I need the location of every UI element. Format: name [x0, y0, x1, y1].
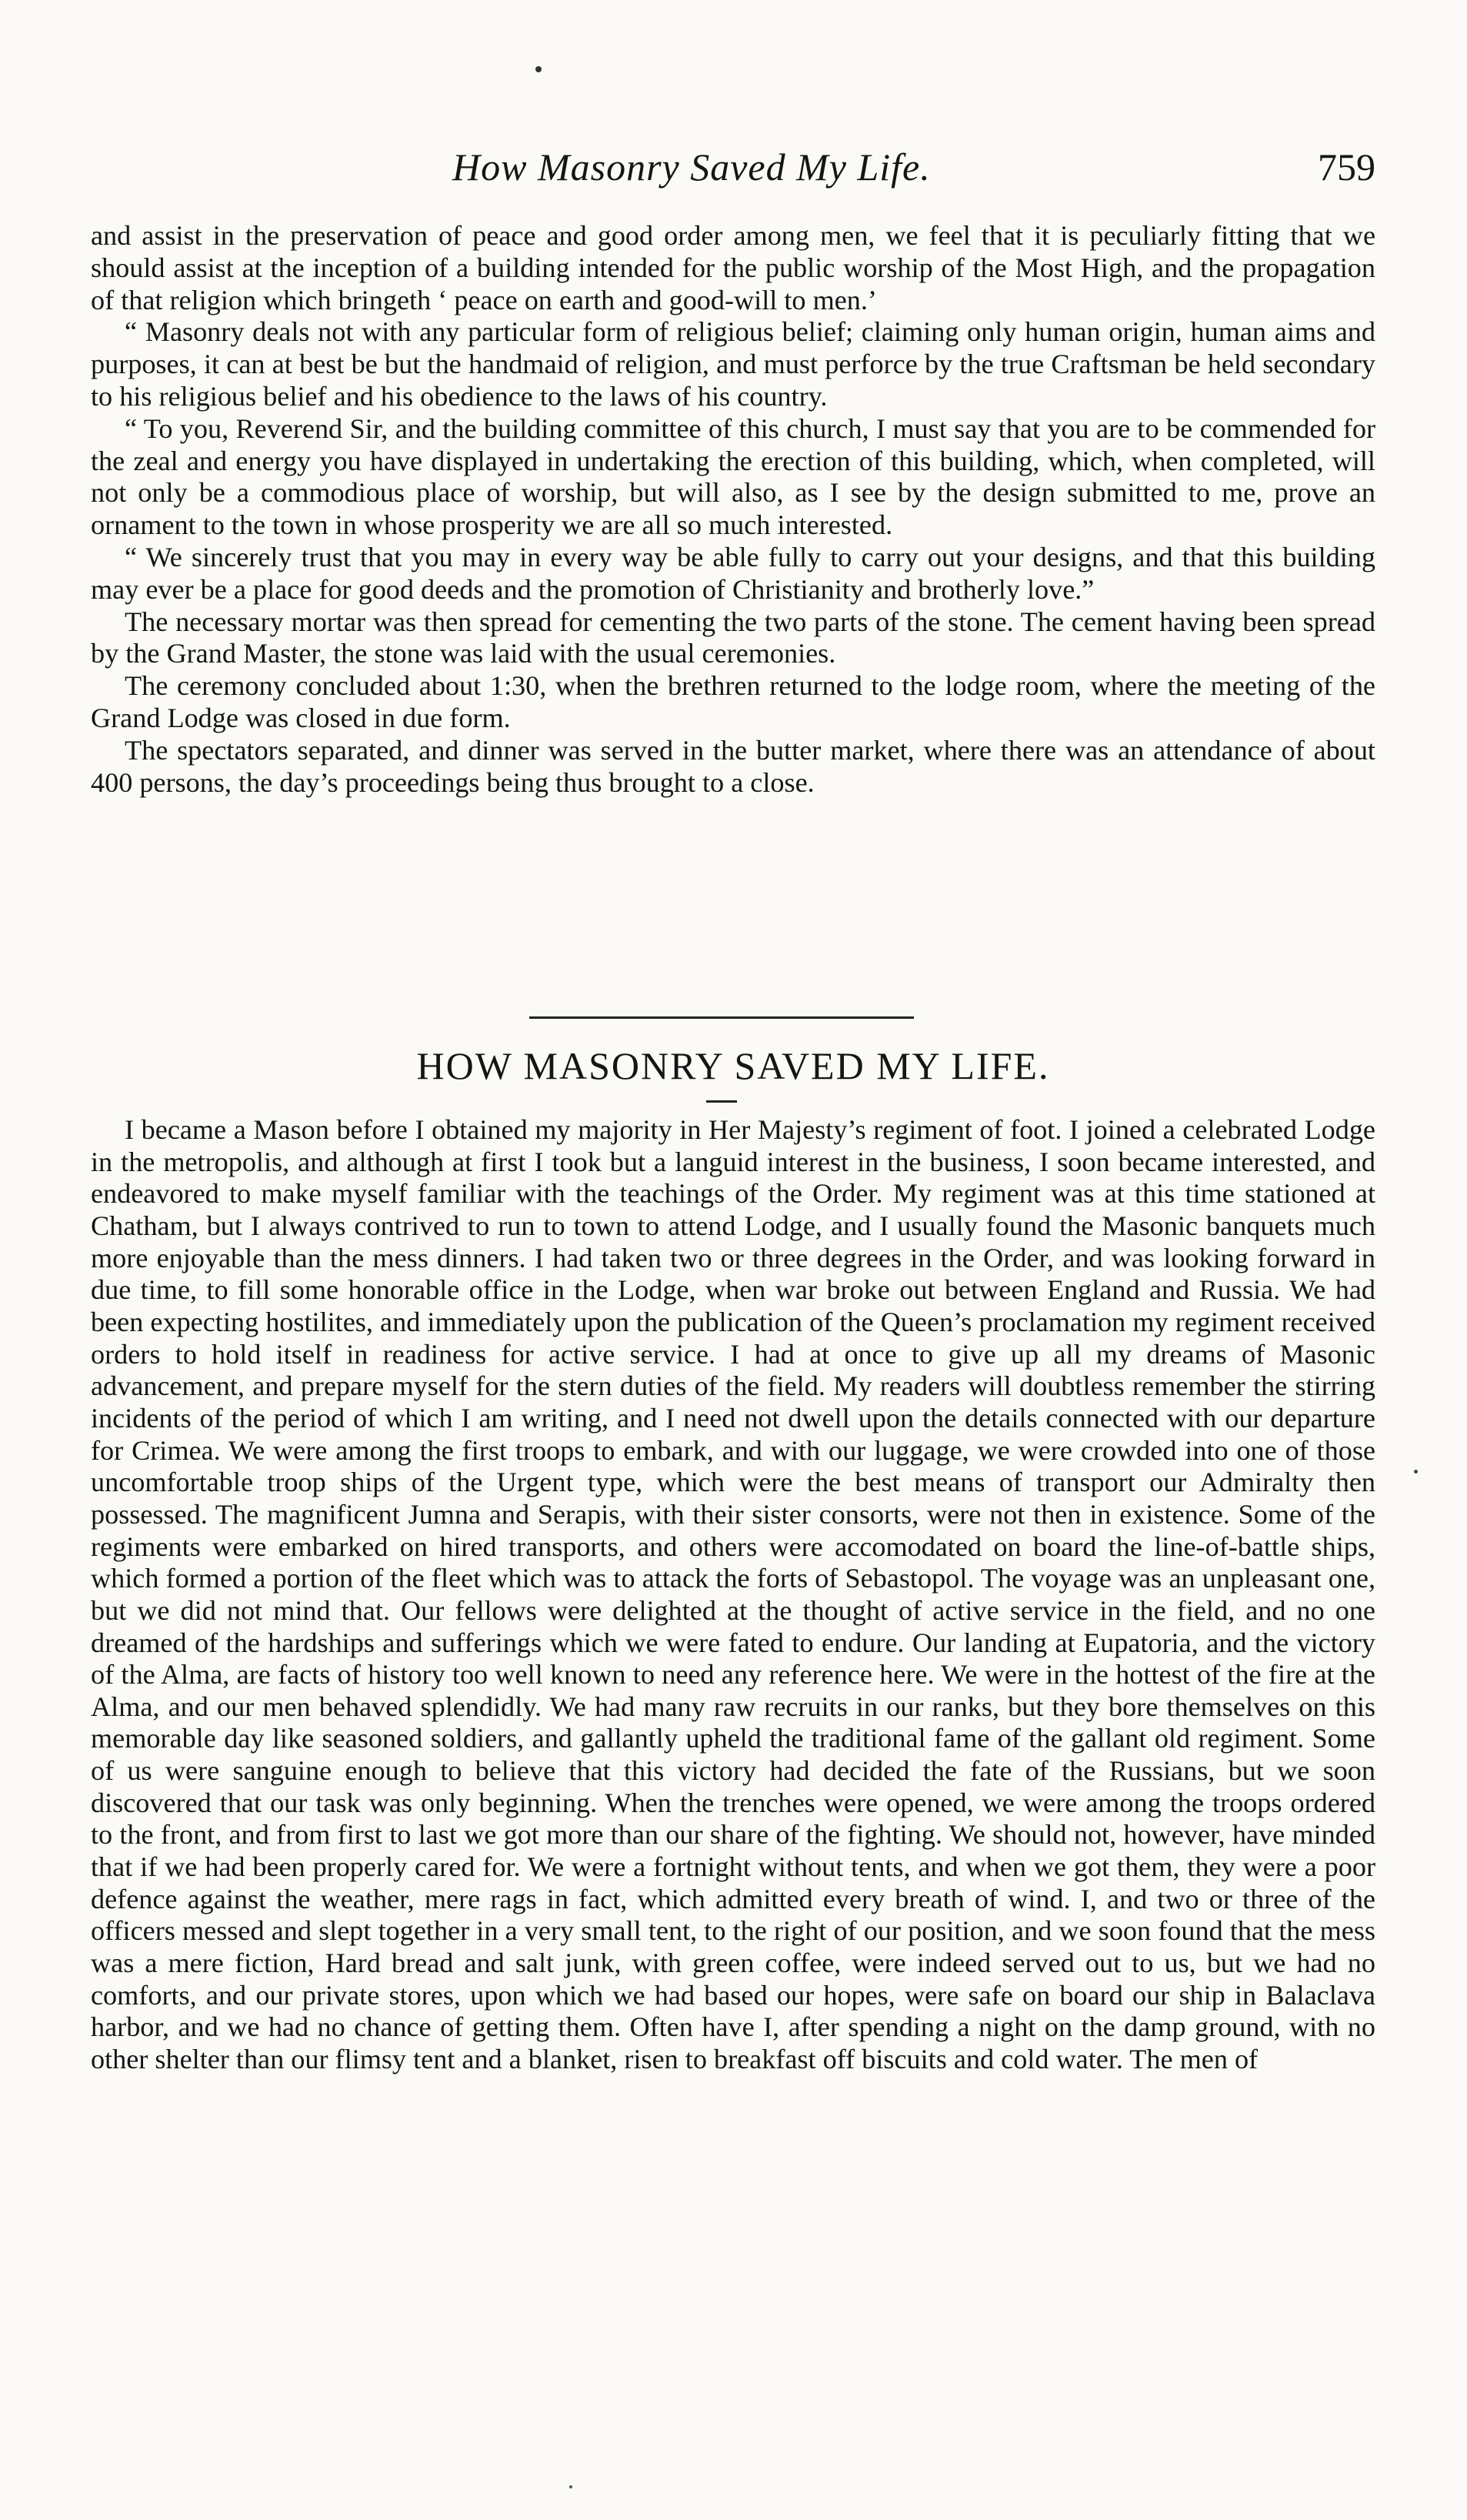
previous-article-text	[91, 220, 1375, 799]
paragraph: “ Masonry deals not with any particular form of religious belief; claiming only human origin, human aims and purposes, it can at best be but the handmaid of religion, and must perforce by the true Craftsman be held secondary to his religious belief and his obedience to the laws of his country.	[91, 316, 1375, 412]
ink-speck	[569, 2485, 572, 2488]
article-body	[91, 1114, 1375, 2076]
ink-speck	[1414, 1470, 1418, 1474]
paragraph: The necessary mortar was then spread for cementing the two parts of the stone. The cement having been spread by the Grand Master, the stone was laid with the usual ceremonies.	[91, 606, 1375, 669]
paragraph: The ceremony concluded about 1:30, when the brethren returned to the lodge room, where the meeting of the Grand Lodge was closed in due form.	[91, 670, 1375, 733]
paragraph: “ We sincerely trust that you may in every way be able fully to carry out your designs, and that this building may ever be a place for good deeds and the promotion of Christianity and brotherly love.”	[91, 541, 1375, 605]
paragraph: and assist in the preservation of peace and good order among men, we feel that it is peculiarly fitting that we should assist at the inception of a building intended for the public worship of the Most High, and the propagation of that religion which bringeth ‘ peace on earth and good-will to men.’	[91, 220, 1375, 315]
running-title: How Masonry Saved My Life.	[452, 145, 931, 189]
article-title: HOW MASONRY SAVED MY LIFE.	[416, 1044, 1050, 1087]
paragraph: The spectators separated, and dinner was served in the butter market, where there was an attendance of about 400 persons, the day’s proceedings being thus brought to a close.	[91, 734, 1375, 798]
section-divider	[529, 1016, 914, 1019]
title-dash	[706, 1100, 737, 1103]
paragraph: I became a Mason before I obtained my majority in Her Majesty’s regiment of foot. I joined a celebrated Lodge in the metropolis, and although at first I took but a languid interest in the business, I soon became interested, and endeavored to make myself familiar with the teachings of the Order. My regiment was at this time stationed at Chatham, but I always contrived to run to town to attend Lodge, and I usually found the Masonic banquets much more enjoyable than the mess dinners. I had taken two or three degrees in the Order, and was looking forward in due time, to fill some honorable office in the Lodge, when war broke out between England and Russia. We had been expecting hostilites, and immediately upon the publication of the Queen’s proclamation my regiment received orders to hold itself in readiness for active service. I had at once to give up all my dreams of Masonic advancement, and prepare myself for the stern duties of the field. My readers will doubtless remember the stirring incidents of the period of which I am writing, and I need not dwell upon the details connected with our departure for Crimea. We were among the first troops to embark, and with our luggage, we were crowded into one of those uncomfortable troop ships of the Urgent type, which were the best means of transport our Admiralty then possessed. The magnificent Jumna and Serapis, with their sister consorts, were not then in existence. Some of the regiments were embarked on hired transports, and others were accomodated on board the line-of-battle ships, which formed a portion of the fleet which was to attack the forts of Sebastopol. The voyage was an unpleasant one, but we did not mind that. Our fellows were delighted at the thought of active service in the field, and no one dreamed of the hardships and sufferings which we were fated to endure. Our landing at Eupatoria, and the victory of the Alma, are facts of history too well known to need any reference here. We were in the hottest of the fire at the Alma, and our men behaved splendidly. We had many raw recruits in our ranks, but they bore themselves on this memorable day like seasoned soldiers, and gallantly upheld the traditional fame of the gallant old regiment. Some of us were sanguine enough to believe that this victory had decided the fate of the Russians, but we soon discovered that our task was only beginning. When the trenches were opened, we were among the troops ordered to the front, and from first to last we got more than our share of the fighting. We should not, however, have minded that if we had been properly cared for. We were a fortnight without tents, and when we got them, they were a poor defence against the weather, mere rags in fact, which admitted every breath of wind. I, and two or three of the officers messed and slept together in a very small tent, to the right of our position, and we soon found that the mess was a mere fiction, Hard bread and salt junk, with green coffee, were indeed served out to us, but we had no comforts, and our private stores, upon which we had based our hopes, were safe on board our ship in Balaclava harbor, and we had no chance of getting them. Often have I, after spending a night on the damp ground, with no other shelter than our flimsy tent and a blanket, risen to breakfast off biscuits and cold water. The men of	[91, 1114, 1375, 2075]
page-number: 759	[1318, 145, 1375, 189]
paragraph: “ To you, Reverend Sir, and the building committee of this church, I must say that you are to be commended for the zeal and energy you have displayed in undertaking the erection of this building, which, when completed, will not only be a commodious place of worship, but will also, as I see by the design submitted to me, prove an ornament to the town in whose prosperity we are all so much interested.	[91, 412, 1375, 541]
ink-speck	[535, 66, 542, 72]
running-head	[91, 145, 1375, 199]
